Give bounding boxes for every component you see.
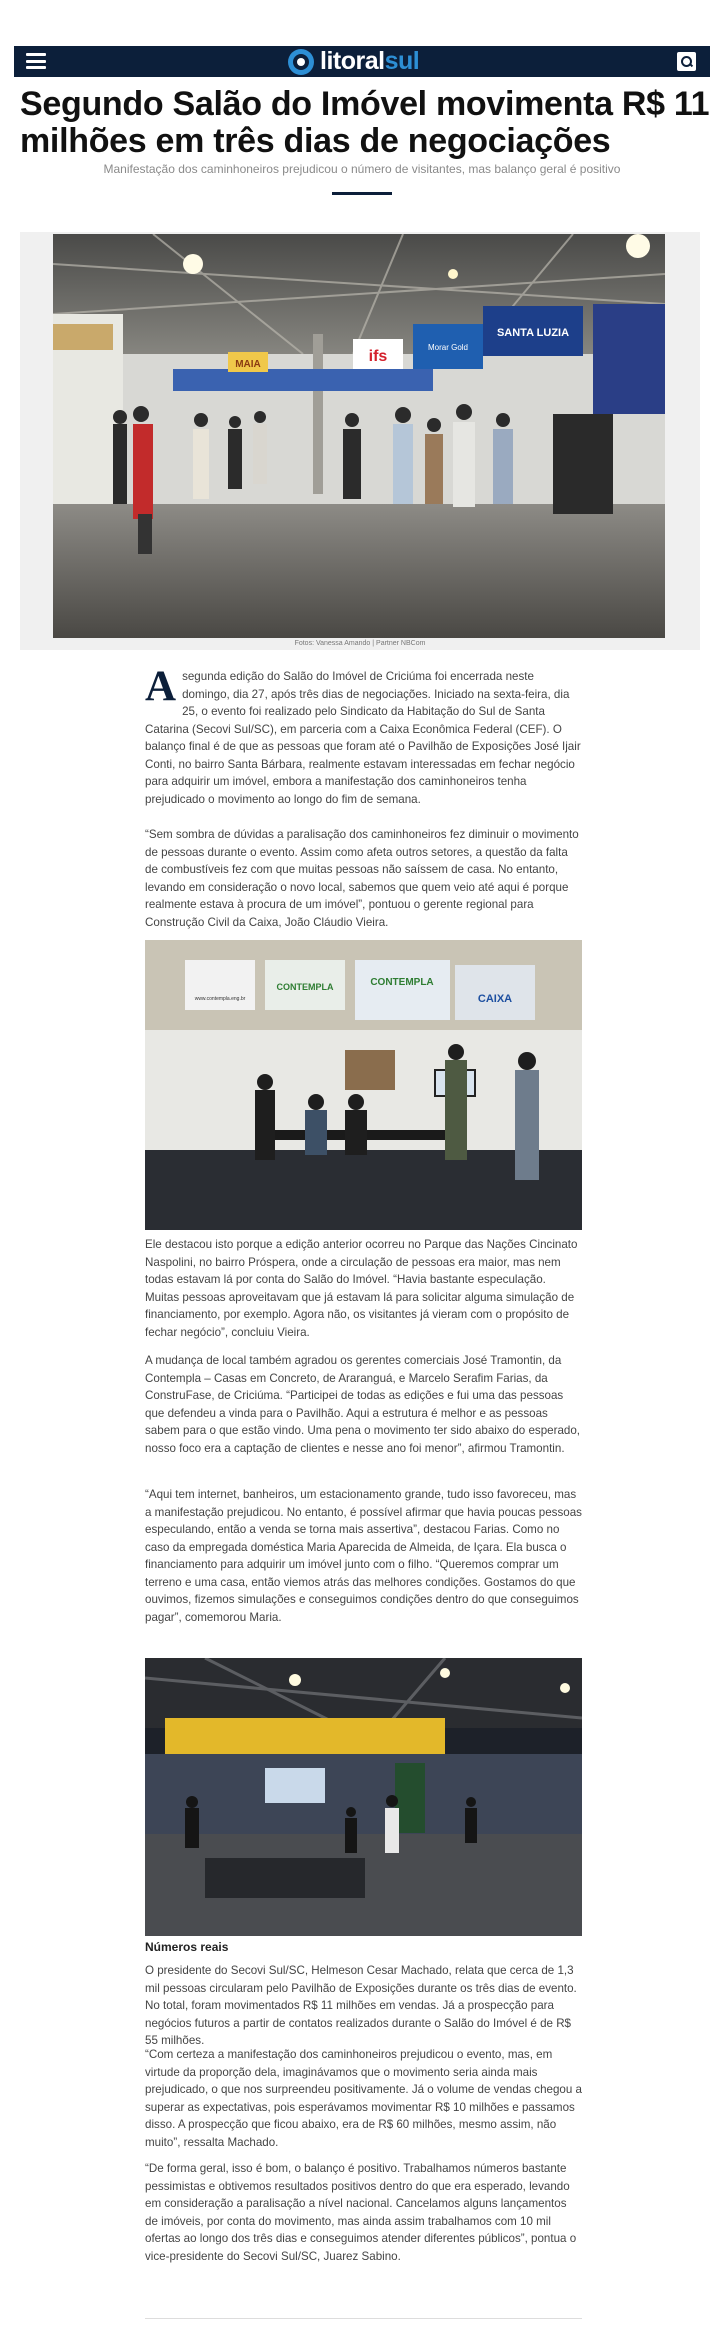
hero-photo bbox=[53, 234, 665, 638]
hero-sign-morar: Morar Gold bbox=[427, 343, 469, 352]
article-paragraph-1: Asegunda edição do Salão do Imóvel de Criciúma foi encerrada neste domingo, dia 27, após três dias de negociações. Iniciado na sexta-feira, dia 25, o evento foi realizado pelo Sindicato da Habitação do Sul de Santa Catarina (Secovi Sul/SC), em parceria com a Caixa Econômica Federal (CEF). O balanço final é de que as pessoas que foram até o Pavilhão de Exposições José Ijair Conti, no bairro Santa Bárbara, realmente estavam interessadas em fechar negócio para adquirir um imóvel, embora a manifestação dos caminhoneiros tenha prejudicado o movimento ao longo do fim de semana. bbox=[145, 663, 581, 806]
top-navigation-bar bbox=[14, 46, 710, 77]
article-subtitle: Manifestação dos caminhoneiros prejudicou o número de visitantes, mas balanço geral é positivo bbox=[103, 162, 621, 176]
section-heading-numeros-reais: Números reais bbox=[145, 1940, 229, 1954]
hero-figure bbox=[20, 232, 700, 650]
photo2-sign-caixa: CAIXA bbox=[477, 993, 513, 1005]
photo2-sign-website: www.contempla.eng.br bbox=[194, 996, 246, 1002]
article-paragraph-6: O presidente do Secovi Sul/SC, Helmeson Cesar Machado, relata que cerca de 1,3 mil pessoas circularam pelo Pavilhão de Exposições durante os três dias de evento. No total, foram movimentados R$ 11 milhões em vendas. Já a prospecção para negócios futuros a partir de contatos realizados durante o Salão do Imóvel é de R$ 55 milhões. bbox=[145, 1964, 577, 2047]
dropcap-letter: A bbox=[145, 663, 177, 710]
hero-sign-santaluzia: SANTA LUZIA bbox=[496, 327, 570, 339]
photo2-sign-contempla-b: CONTEMPLA bbox=[276, 982, 334, 992]
photo-credit: Fotos: Vanessa Amando | Partner NBCom bbox=[294, 640, 426, 647]
menu-icon[interactable] bbox=[26, 53, 46, 69]
article-paragraph-3: Ele destacou isto porque a edição anterior ocorreu no Parque das Nações Cincinato Naspolini, no bairro Próspera, onde a circulação de pessoas era maior, mas nem todas estavam lá por conta do Salão do Imóvel. “Havia bastante especulação. Muitas pessoas aproveitavam que já estavam lá para solicitar alguma simulação de financiamento, por exemplo. Agora não, os visitantes já vieram com o propósito de fechar negócio”, concluiu Vieira. bbox=[145, 1238, 578, 1339]
article-paragraph-5: “Aqui tem internet, banheiros, um estacionamento grande, tudo isso favoreceu, mas a manifestação prejudicou. No entanto, é possível afirmar que havia poucas pessoas especulando, então a venda se torna mais assertiva”, destacou Farias. Como no caso da empregada doméstica Maria Aparecida de Almeida, de Içara. Ela busca o financiamento para adquirir um imóvel junto com o filho. “Queremos comprar um terreno e uma casa, então viemos atrás das melhores condições. Gostamos do que ouvimos, fizemos simulações e conseguimos condições dentro do que conseguimos pagar”, comemorou Maria. bbox=[145, 1488, 582, 1624]
article-photo-2 bbox=[145, 940, 582, 1230]
article-paragraph-4: A mudança de local também agradou os gerentes comerciais José Tramontin, da Contempla – Casas em Concreto, de Araranguá, e Marcelo Serafim Farias, da ConstruFase, de Criciúma. “Participei de todas as edições e fui uma das pessoas que defendeu a vinda para o Pavilhão. Aqui a estrutura é melhor e as pessoas sabem para o que estão vindo. Uma pena o movimento ter sido abaixo do esperado, nosso foco era a captação de clientes e nesse ano foi menor”, afirmou Tramontin. bbox=[145, 1354, 581, 1455]
logo-text: litoralsul bbox=[320, 47, 420, 75]
article-paragraph-8: “De forma geral, isso é bom, o balanço é positivo. Trabalhamos números bastante pessimistas e obtivemos resultados positivos dentro do que era esperado, levando em consideração a paralisação a nível nacional. Cancelamos alguns lançamentos de imóveis, por conta do movimento, mas ainda assim trabalhamos com 10 mil ofertas ao longo dos três dias e conseguimos atender diferentes públicos”, pontua o vice-presidente do Secovi Sul/SC, Juarez Sabino. bbox=[145, 2162, 577, 2263]
photo2-sign-contempla-a: CONTEMPLA bbox=[370, 977, 434, 988]
site-logo[interactable] bbox=[288, 48, 419, 75]
article-title: Segundo Salão do Imóvel movimenta R$ 11 milhões em três dias de negociações bbox=[20, 85, 710, 160]
article-paragraph-7: “Com certeza a manifestação dos caminhoneiros prejudicou o evento, mas, em virtude da proporção dela, imaginávamos que o movimento seria ainda mais prejudicado, o que nos surpreendeu positivamente. Já o volume de vendas chegou a superar as expectativas, pois esperávamos movimentar R$ 10 milhões e passamos disso. A prospecção que ficou abaixo, era de R$ 60 milhões, mesmo assim, não muito”, ressalta Machado. bbox=[145, 2048, 582, 2149]
article-paragraph-2: “Sem sombra de dúvidas a paralisação dos caminhoneiros fez diminuir o movimento de pessoas durante o evento. Assim como afeta outros setores, a questão da falta de combustíveis fez com que muitas pessoas não saíssem de casa. No entanto, levando em consideração o novo local, sabemos que quem veio até aqui é porque realmente estava à procura de um imóvel”, pontuou o gerente regional para Construção Civil da Caixa, João Cláudio Vieira. bbox=[145, 828, 579, 929]
hero-sign-ifs: ifs bbox=[368, 348, 388, 365]
search-icon[interactable] bbox=[677, 52, 696, 71]
logo-mark-icon bbox=[288, 49, 314, 75]
article-end-divider bbox=[145, 2318, 582, 2319]
hero-sign-maia: MAIA bbox=[235, 359, 261, 370]
article-photo-3 bbox=[145, 1658, 582, 1936]
title-divider bbox=[332, 192, 392, 195]
